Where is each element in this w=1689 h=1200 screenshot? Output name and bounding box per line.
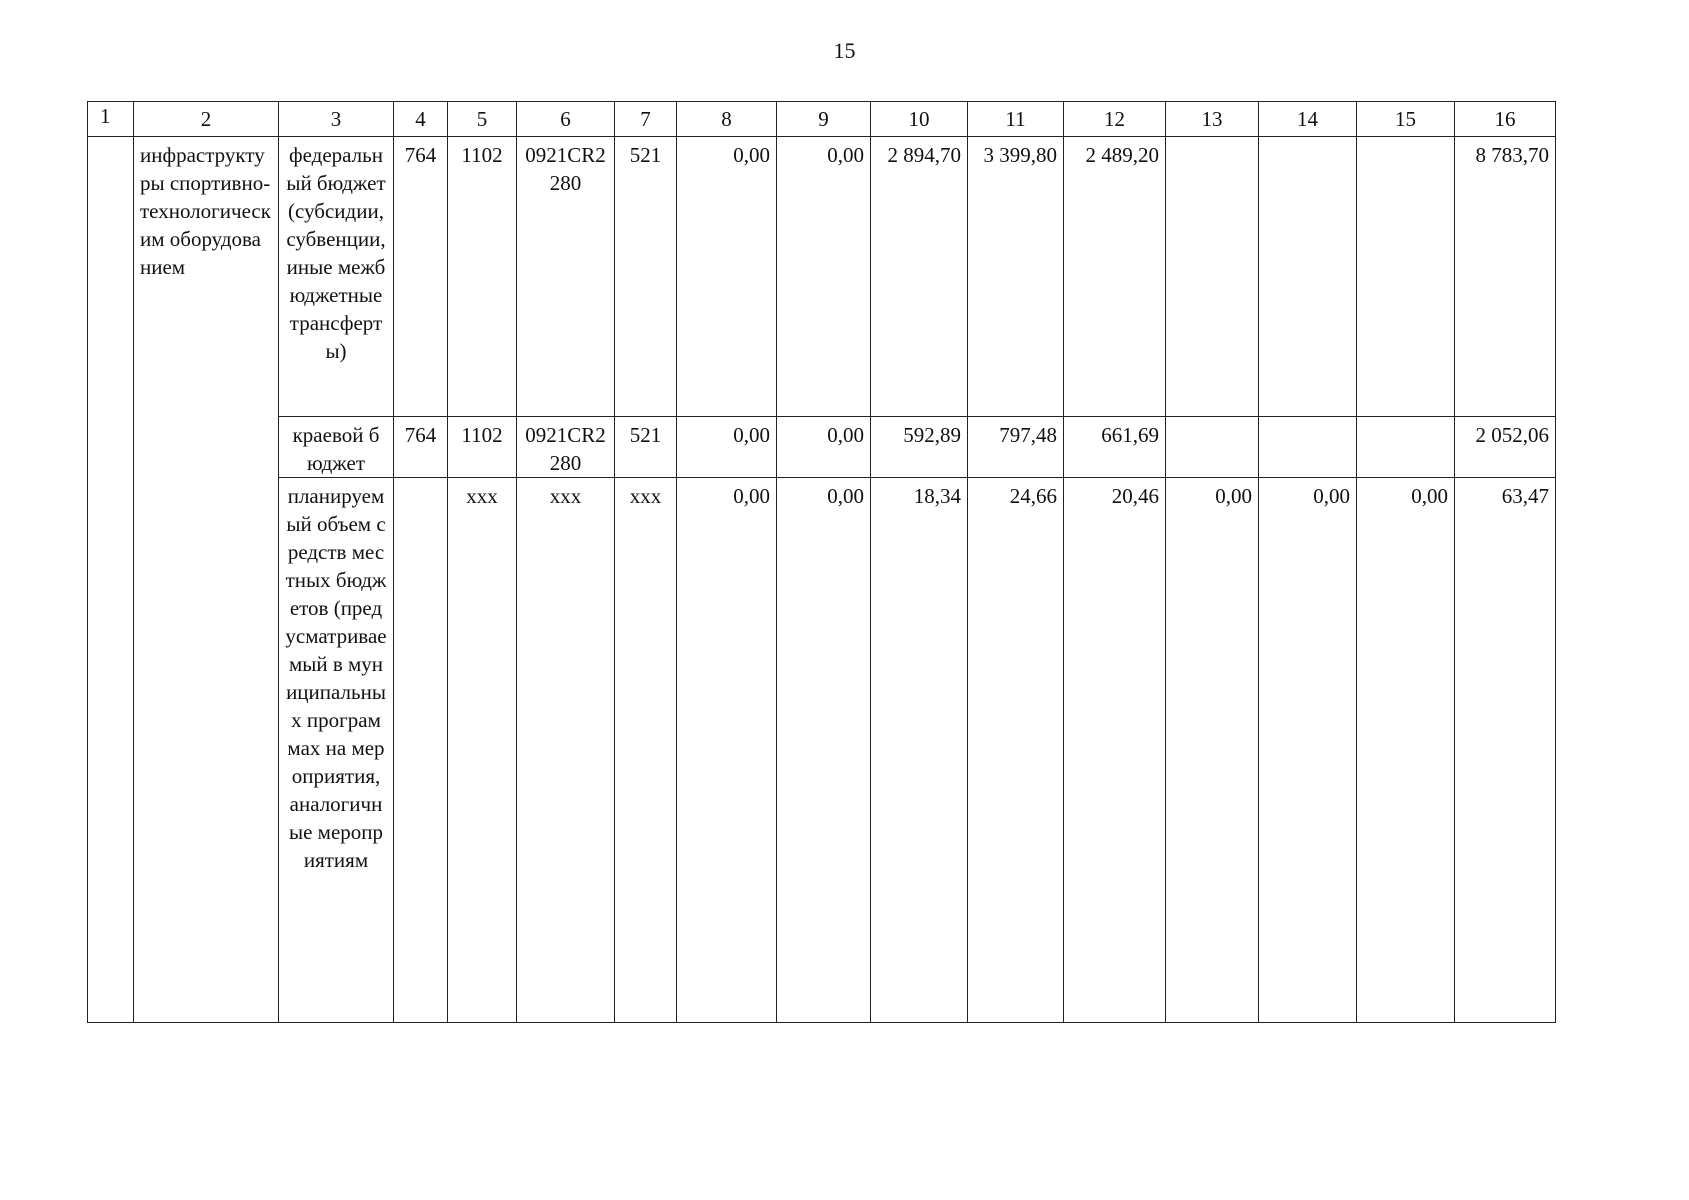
cell-col14 [1259, 137, 1357, 417]
header-cell-12: 12 [1064, 102, 1166, 137]
cell-col14: 0,00 [1259, 478, 1357, 1023]
cell-col14 [1259, 417, 1357, 478]
cell-col12: 20,46 [1064, 478, 1166, 1023]
cell-col16: 2 052,06 [1455, 417, 1556, 478]
cell-col7: 521 [615, 417, 677, 478]
cell-col13 [1166, 417, 1259, 478]
cell-col9: 0,00 [777, 417, 871, 478]
header-cell-2: 2 [134, 102, 279, 137]
table-header-row [88, 102, 1556, 137]
table-row-federal [88, 137, 1556, 417]
cell-col13: 0,00 [1166, 478, 1259, 1023]
header-cell-14: 14 [1259, 102, 1357, 137]
cell-col4: 764 [394, 137, 448, 417]
cell-col6: 0921CR2280 [517, 417, 615, 478]
table-row-regional [88, 417, 1556, 478]
cell-col16: 63,47 [1455, 478, 1556, 1023]
header-cell-11: 11 [968, 102, 1064, 137]
cell-col1 [88, 137, 134, 1023]
page-number: 15 [833, 38, 856, 63]
cell-col16: 8 783,70 [1455, 137, 1556, 417]
budget-table [87, 101, 1556, 1023]
cell-col5: 1102 [448, 137, 517, 417]
cell-col9: 0,00 [777, 137, 871, 417]
cell-col15 [1357, 417, 1455, 478]
cell-col7: xxx [615, 478, 677, 1023]
cell-col12: 661,69 [1064, 417, 1166, 478]
header-cell-5: 5 [448, 102, 517, 137]
event-name-cell: инфраструктуры спортивно-технологическим оборудованием [134, 137, 279, 1023]
cell-col4: 764 [394, 417, 448, 478]
cell-col8: 0,00 [677, 137, 777, 417]
cell-col5: 1102 [448, 417, 517, 478]
cell-col8: 0,00 [677, 417, 777, 478]
cell-col11: 24,66 [968, 478, 1064, 1023]
cell-col15 [1357, 137, 1455, 417]
header-cell-7: 7 [615, 102, 677, 137]
cell-col13 [1166, 137, 1259, 417]
cell-col5: xxx [448, 478, 517, 1023]
header-cell-16: 16 [1455, 102, 1556, 137]
cell-col7: 521 [615, 137, 677, 417]
header-cell-3: 3 [279, 102, 394, 137]
cell-col6: 0921CR2280 [517, 137, 615, 417]
cell-col4 [394, 478, 448, 1023]
cell-col9: 0,00 [777, 478, 871, 1023]
header-cell-13: 13 [1166, 102, 1259, 137]
cell-col10: 2 894,70 [871, 137, 968, 417]
header-cell-10: 10 [871, 102, 968, 137]
cell-col12: 2 489,20 [1064, 137, 1166, 417]
header-cell-1: 1 [88, 102, 134, 137]
cell-col10: 18,34 [871, 478, 968, 1023]
funding-source-cell: планируемый объем средств местных бюджетов (предусматриваемый в муниципальных программах на мероприятия, аналогичные мероприятиям [279, 478, 394, 1023]
cell-col6: xxx [517, 478, 615, 1023]
cell-col8: 0,00 [677, 478, 777, 1023]
header-cell-8: 8 [677, 102, 777, 137]
cell-col11: 797,48 [968, 417, 1064, 478]
header-cell-15: 15 [1357, 102, 1455, 137]
header-cell-4: 4 [394, 102, 448, 137]
funding-source-cell: краевой бюджет [279, 417, 394, 478]
table-row-local [88, 478, 1556, 1023]
cell-col10: 592,89 [871, 417, 968, 478]
header-cell-6: 6 [517, 102, 615, 137]
funding-source-cell: федеральный бюджет (субсидии, субвенции, иные межбюджетные трансферты) [279, 137, 394, 417]
header-cell-9: 9 [777, 102, 871, 137]
cell-col15: 0,00 [1357, 478, 1455, 1023]
cell-col11: 3 399,80 [968, 137, 1064, 417]
